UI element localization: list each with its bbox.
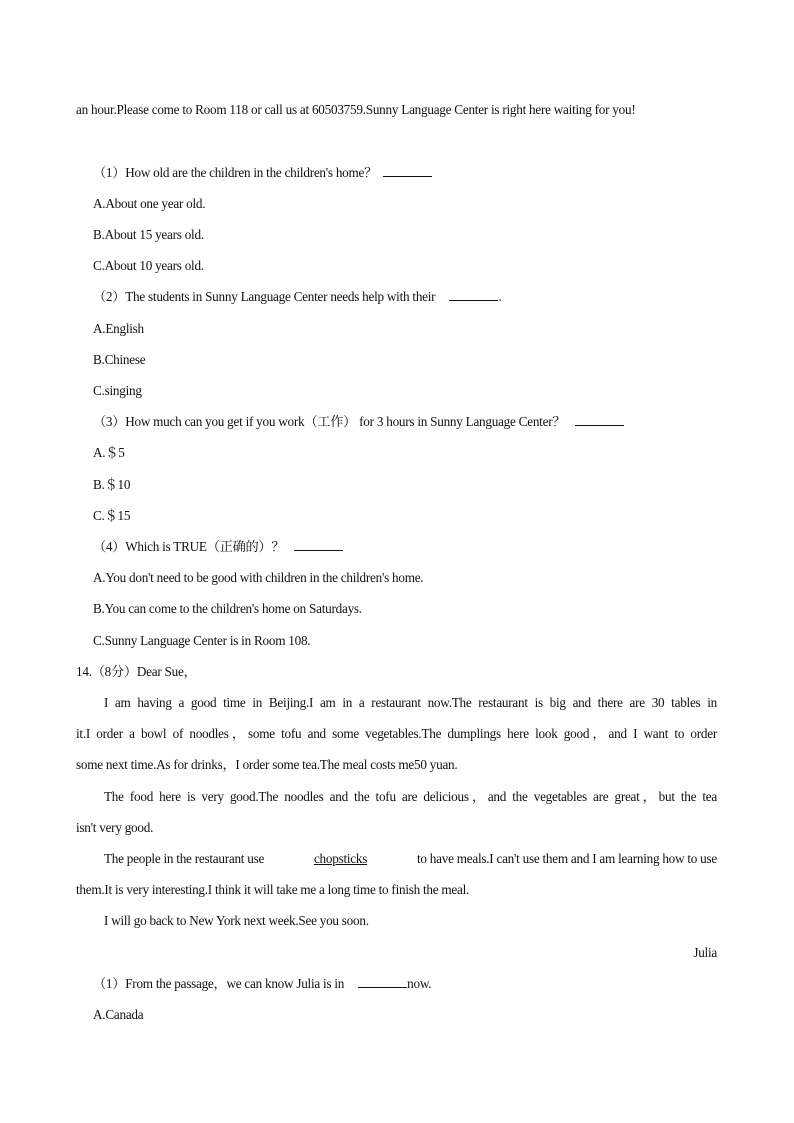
answer-blank — [449, 288, 498, 301]
option: A.Canada — [93, 1007, 144, 1022]
option: A.English — [93, 321, 144, 336]
underlined-word: chopsticks — [313, 851, 368, 866]
question-3 — [93, 413, 624, 431]
option: B.About 15 years old. — [93, 227, 204, 242]
question-stem: （2）The students in Sunny Language Center needs help with their — [93, 289, 436, 304]
letter-paragraph-2-line-1: The food here is very good.The noodles and the tofu are delicious，and the vegetables are great，but the tea — [104, 789, 717, 804]
letter-paragraph-1-line-2: it.I order a bowl of noodles，some tofu and some vegetables.The dumplings here look good，and I want to order — [76, 726, 717, 741]
letter-paragraph-2-line-2: isn't very good. — [76, 820, 154, 835]
question-stem: （1）From the passage，we can know Julia is in — [93, 976, 345, 991]
passage-tail: an hour.Please come to Room 118 or call us at 60503759.Sunny Language Center is right here waiting for you! — [76, 102, 636, 117]
option: B.＄10 — [93, 477, 131, 492]
letter-paragraph-3-line-2: them.It is very interesting.I think it will take me a long time to finish the meal. — [76, 882, 470, 897]
option: B.Chinese — [93, 352, 146, 367]
letter-paragraph-4: I will go back to New York next week.See you soon. — [104, 913, 369, 928]
option: C.Sunny Language Center is in Room 108. — [93, 633, 311, 648]
option: A.＄5 — [93, 445, 125, 460]
option: C.＄15 — [93, 508, 131, 523]
option: C.singing — [93, 383, 142, 398]
letter-paragraph-1-line-1: I am having a good time in Beijing.I am in a restaurant now.The restaurant is big and there are 30 tables in — [104, 695, 717, 710]
question-stem: （4）Which is TRUE（正确的）？ — [93, 539, 285, 554]
answer-blank — [575, 413, 624, 426]
option: C.About 10 years old. — [93, 258, 204, 273]
letter-paragraph-3-line-1 — [104, 850, 717, 868]
paragraph-text: The people in the restaurant use — [104, 851, 265, 866]
question-14-header: 14.（8分）Dear Sue， — [76, 664, 197, 679]
answer-blank — [383, 164, 432, 177]
question-14-1 — [93, 975, 431, 993]
option: A.About one year old. — [93, 196, 206, 211]
question-4 — [93, 538, 343, 556]
question-tail: . — [498, 289, 502, 304]
question-stem: （1）How old are the children in the children's home？ — [93, 165, 378, 180]
question-1 — [93, 164, 432, 182]
letter-signature: Julia — [693, 945, 717, 960]
option: A.You don't need to be good with children in the children's home. — [93, 570, 424, 585]
question-tail: now. — [407, 976, 432, 991]
paragraph-text: to have meals.I can't use them and I am learning how to use — [416, 851, 717, 866]
question-stem: （3）How much can you get if you work（工作） for 3 hours in Sunny Language Center？ — [93, 414, 566, 429]
question-2 — [93, 288, 501, 306]
option: B.You can come to the children's home on Saturdays. — [93, 601, 362, 616]
letter-paragraph-1-line-3: some next time.As for drinks，I order some tea.The meal costs me50 yuan. — [76, 757, 458, 772]
answer-blank — [294, 538, 343, 551]
answer-blank — [358, 975, 407, 988]
